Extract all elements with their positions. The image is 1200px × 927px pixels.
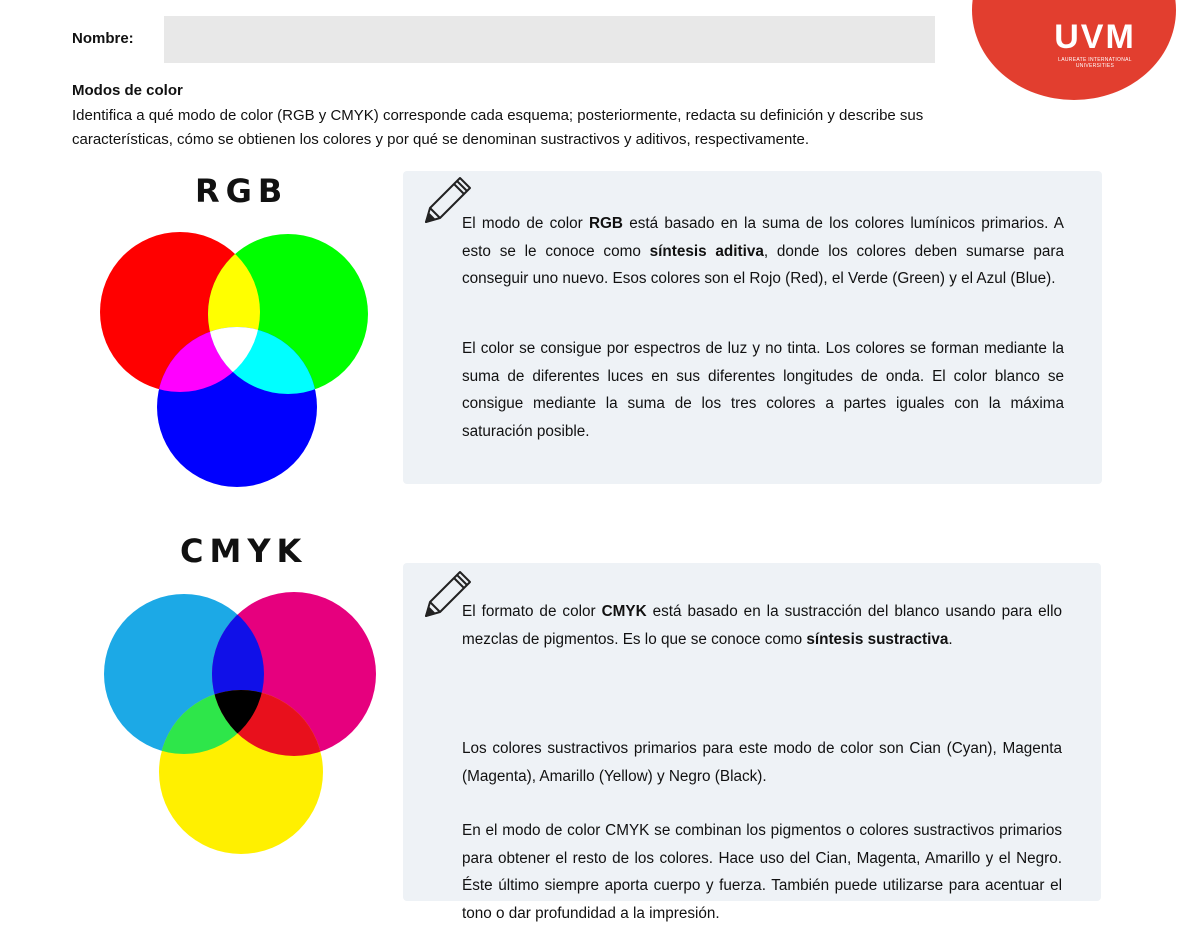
cmyk-paragraph-3: En el modo de color CMYK se combinan los pigmentos o colores sustractivos primarios para obtener el resto de los colores. Hace uso del Cian, Magenta, Amarillo y el Negro. Éste último siempre aporta cuerpo y fuerza. También puede utilizarse para acentuar el tono o dar profundidad a la impresión.	[462, 822, 1062, 922]
nombre-label: Nombre:	[72, 30, 134, 47]
cmyk-venn-diagram	[100, 590, 385, 860]
rgb-bold-term: RGB	[588, 215, 623, 232]
cmyk-paragraph-2: Los colores sustractivos primarios para este modo de color son Cian (Cyan), Magenta (Magenta), Amarillo (Yellow) y Negro (Black).	[462, 740, 1062, 785]
cmyk-diagram-title: CMYK	[180, 532, 308, 570]
sintesis-aditiva-term: síntesis aditiva	[649, 242, 764, 260]
rgb-venn-diagram	[100, 232, 380, 492]
sintesis-sustractiva-term: síntesis sustractiva	[806, 630, 949, 648]
uvm-logo-text: UVM	[1054, 18, 1136, 56]
nombre-field[interactable]	[164, 16, 935, 63]
uvm-logo-subtext: LAUREATE INTERNATIONAL UNIVERSITIES	[1058, 57, 1132, 69]
section-title: Modos de color	[72, 82, 183, 99]
rgb-paragraph-1: El modo de color RGB está basado en la suma de los colores lumínicos primarios. A esto se le conoce como síntesis aditiva, donde los colores deben sumarse para conseguir uno nuevo. Esos colores son el Rojo (Red), el Verde (Green) y el Azul (Blue).	[462, 215, 1064, 287]
cmyk-bold-term: CMYK	[601, 603, 647, 620]
rgb-paragraph-2: El color se consigue por espectros de luz y no tinta. Los colores se forman mediante la suma de diferentes luces en sus diferentes longitudes de onda. El color blanco se consigue mediante la suma de los tres colores a partes iguales con la máxima saturación posible.	[462, 340, 1064, 440]
instructions-text: Identifica a qué modo de color (RGB y CMYK) corresponde cada esquema; posteriormente, redacta su definición y describe sus características, cómo se obtienen los colores y por qué se denominan sustractivos y aditivos, respectivamente.	[72, 107, 924, 148]
cmyk-paragraph-1: El formato de color CMYK está basado en la sustracción del blanco usando para ello mezclas de pigmentos. Es lo que se conoce como síntesis sustractiva.	[462, 603, 1062, 648]
rgb-diagram-title: RGB	[195, 172, 289, 210]
